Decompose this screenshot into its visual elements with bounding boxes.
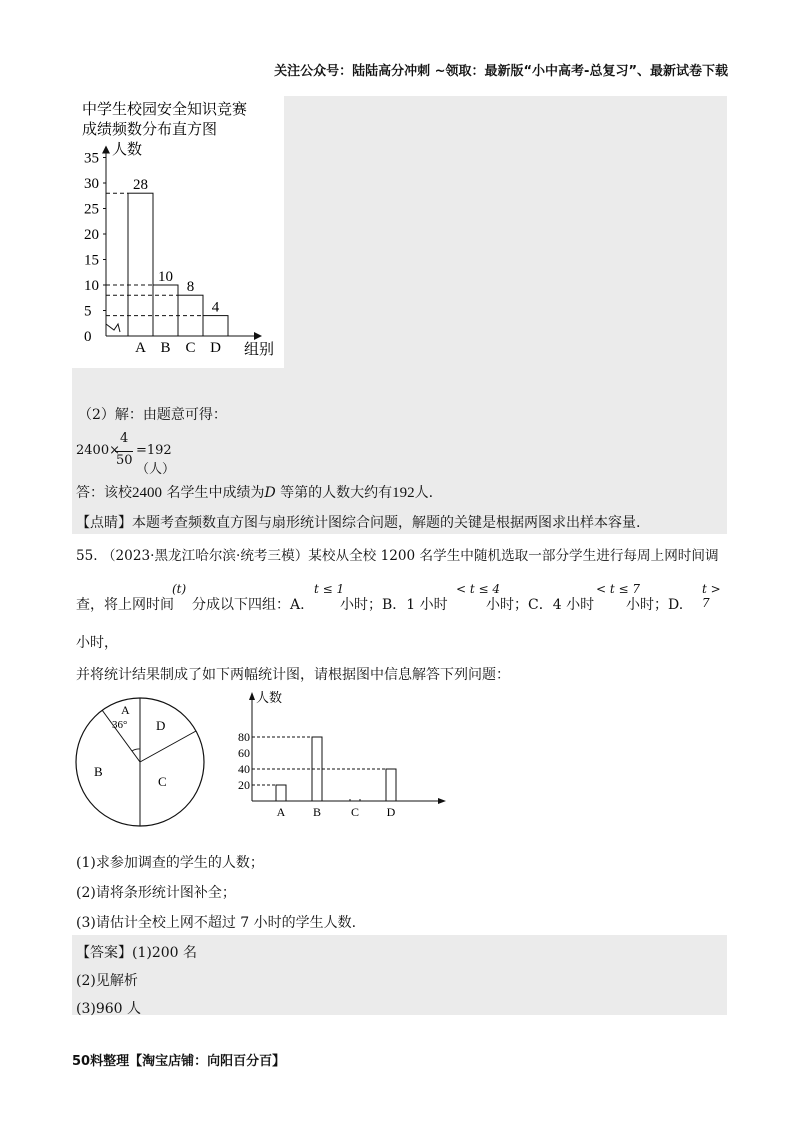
pie-label-b: B [94,764,103,779]
hist-ytick-label: 35 [84,150,99,167]
hist-category-label: C [185,340,196,356]
hist-bar [153,285,178,336]
answer-part-c: 等第的人数大约有 [280,485,393,501]
hist-bar [128,193,153,336]
bar2-category-label: D [386,805,396,819]
problem-line4: 并将统计结果制成了如下两幅统计图，请根据图中信息解答下列问题： [76,667,510,683]
answer-1: 【答案】(1)200 名 [76,945,198,961]
line2-d: 小时；C．4 小时 [486,597,595,613]
hist-ytick-label: 5 [84,303,92,320]
calc-num: 4 [120,431,129,446]
hist-data-label: 10 [158,269,173,285]
bar-chart-2 [230,686,460,826]
bar2-bar [276,785,286,801]
hist-data-label: 4 [211,299,220,316]
hist-ytick-label: 30 [84,176,99,192]
line2-a: 查，将上网时间 [76,597,174,613]
hist-data-label: 8 [186,279,195,296]
answer-2: (2)见解析 [76,973,138,989]
answer-total: 2400 [132,485,162,501]
bar2-category-label: C [350,805,360,819]
pie-label-a: A [121,703,130,717]
hist-category-label: A [135,340,146,356]
part2-intro: （2）解：由题意可得： [78,407,227,423]
question-2: (2)请将条形统计图补全； [76,885,236,901]
pie-chart [70,692,210,832]
cond-b: < t ≤ 4 [456,582,501,596]
hist-category-label: B [160,340,171,356]
pie-angle-arc [132,749,140,751]
question-3: (3)请估计全校上网不超过 7 小时的学生人数. [76,915,357,931]
calc-prefix: 2400× [76,443,120,458]
answer-result: 192 [392,485,415,501]
calc-result: =192（人） [136,443,176,477]
answer-part-d: 人. [414,485,434,501]
bar2-bar [386,769,396,801]
hist-bar [203,316,228,336]
problem-line1: 55. （2023·黑龙江哈尔滨·统考三模）某校从全校 1200 名学生中随机选取一部分学生进行每周上网时间调 [76,548,719,564]
bar2-ytick-label: 60 [238,746,250,760]
line2-e: 小时；D. [626,597,684,613]
pie-angle-label: 36° [112,719,128,731]
page-footer: 50料整理【淘宝店铺：向阳百分百】 [72,1054,286,1069]
hist-ytick-label: 25 [84,201,99,218]
bar2-x-arrow [438,798,446,804]
hist-category-label: D [210,340,221,356]
histogram-chart [72,96,284,368]
pie-divider-upleft [102,710,140,762]
answer-part-a: 答：该校 [76,485,132,501]
bar2-ytick-label: 40 [238,762,250,776]
bar2-category-label: B [312,805,322,819]
histogram-xlabel: 组别 [244,342,275,358]
cond-a: t ≤ 1 [314,582,345,596]
histogram-title-line1: 中学生校园安全知识竞赛 [82,102,248,118]
question-1: (1)求参加调查的学生的人数； [76,855,264,871]
histogram-title-line2: 成绩频数分布直方图 [82,122,218,138]
page-header: 关注公众号：陆陆高分冲刺 ~领取：最新版“小中高考-总复习”、最新试卷下载 [274,64,728,79]
calc-den: 50 [116,453,133,468]
bar2-ylabel: 人数 [256,690,283,705]
problem-line2 [76,582,731,613]
line2-b: 分成以下四组：A. [192,597,305,613]
bar2-y-arrow [249,692,255,700]
pie-label-d: D [156,718,166,733]
hist-ytick-label: 20 [84,227,99,243]
cond-c: < t ≤ 7 [596,582,641,596]
hist-data-label: 28 [133,177,148,194]
answer-part-b: 名学生中成绩为 [166,485,265,501]
line2-c: 小时；B．1 小时 [340,597,448,613]
bar2-ytick-label: 20 [238,778,250,792]
hist-ytick-label: 15 [84,252,99,269]
answer-3: (3)960 人 [76,1001,142,1017]
answer-var: D [264,485,276,501]
hist-ytick-label: 10 [84,278,99,294]
bar2-ytick-label: 80 [238,730,250,744]
problem-line3: 小时， [76,635,118,651]
pie-divider-right [140,731,196,762]
fraction-bar [115,451,133,452]
cond-d: t > 7 [702,582,721,610]
hist-ytick-label: 0 [84,329,92,345]
bar2-category-label: A [276,805,286,819]
answer-line [76,482,433,502]
t-var: (t) [172,582,187,596]
pie-label-c: C [158,774,167,789]
histogram-ylabel: 人数 [112,142,143,158]
comment: 【点睛】本题考查频数直方图与扇形统计图综合问题，解题的关键是根据两图求出样本容量. [76,515,641,531]
